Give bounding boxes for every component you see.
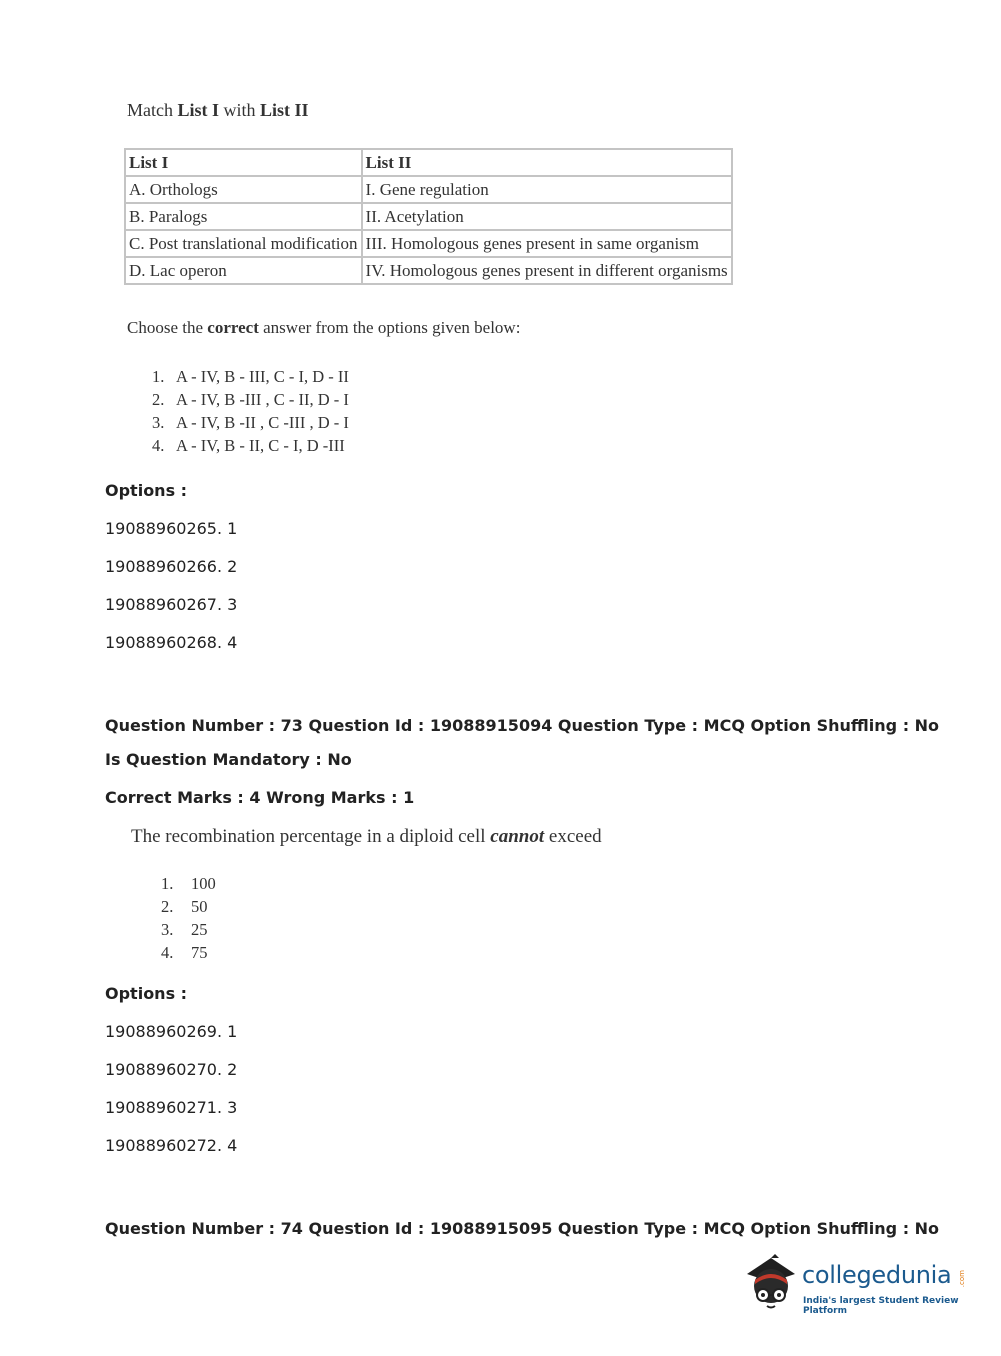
table-cell: IV. Homologous genes present in different organisms bbox=[362, 257, 732, 284]
question-stem: Match List I with List II bbox=[127, 100, 309, 120]
table-row bbox=[125, 203, 732, 230]
options-heading: Options : bbox=[105, 481, 188, 500]
question-marks: Correct Marks : 4 Wrong Marks : 1 bbox=[105, 788, 415, 807]
question-mandatory: Is Question Mandatory : No bbox=[105, 750, 352, 769]
options-heading: Options : bbox=[105, 984, 188, 1003]
question-stem: The recombination percentage in a diploid cell cannot exceed bbox=[131, 826, 602, 847]
table-cell: II. Acetylation bbox=[362, 203, 732, 230]
option-item: 19088960266. 2 bbox=[105, 557, 238, 576]
table-header-cell: List II bbox=[362, 149, 732, 176]
option-item: 19088960272. 4 bbox=[105, 1136, 238, 1155]
logo-wordmark: collegedunia bbox=[802, 1261, 952, 1289]
collegedunia-mascot-icon bbox=[741, 1250, 801, 1320]
list-item: 1. A - IV, B - III, C - I, D - II bbox=[152, 367, 349, 386]
logo-tagline: India's largest Student Review Platform bbox=[803, 1296, 959, 1316]
list-item: 4. 75 bbox=[161, 943, 208, 962]
match-table bbox=[124, 148, 733, 285]
table-cell: III. Homologous genes present in same organism bbox=[362, 230, 732, 257]
table-cell: C. Post translational modification bbox=[125, 230, 362, 257]
list-item: 3. A - IV, B -II , C -III , D - I bbox=[152, 413, 349, 432]
table-cell: I. Gene regulation bbox=[362, 176, 732, 203]
answer-list bbox=[161, 872, 216, 964]
list-item: 1. 100 bbox=[161, 874, 216, 893]
table-row bbox=[125, 257, 732, 284]
instruction-text: Choose the correct answer from the options given below: bbox=[127, 318, 521, 337]
list-item: 4. A - IV, B - II, C - I, D -III bbox=[152, 436, 345, 455]
table-cell: B. Paralogs bbox=[125, 203, 362, 230]
option-item: 19088960268. 4 bbox=[105, 633, 238, 652]
table-header-cell: List I bbox=[125, 149, 362, 176]
table-cell: D. Lac operon bbox=[125, 257, 362, 284]
option-item: 19088960270. 2 bbox=[105, 1060, 238, 1079]
table-row bbox=[125, 176, 732, 203]
table-row bbox=[125, 230, 732, 257]
option-item: 19088960265. 1 bbox=[105, 519, 238, 538]
logo-suffix: .com bbox=[958, 1270, 966, 1288]
list-item: 2. A - IV, B -III , C - II, D - I bbox=[152, 390, 349, 409]
option-item: 19088960269. 1 bbox=[105, 1022, 238, 1041]
question-header: Question Number : 74 Question Id : 19088915095 Question Type : MCQ Option Shuffling : No bbox=[105, 1219, 940, 1238]
answer-list bbox=[152, 365, 349, 457]
table-header-row bbox=[125, 149, 732, 176]
list-item: 3. 25 bbox=[161, 920, 208, 939]
table-cell: A. Orthologs bbox=[125, 176, 362, 203]
option-item: 19088960271. 3 bbox=[105, 1098, 238, 1117]
list-item: 2. 50 bbox=[161, 897, 208, 916]
option-item: 19088960267. 3 bbox=[105, 595, 238, 614]
question-header: Question Number : 73 Question Id : 19088915094 Question Type : MCQ Option Shuffling : No bbox=[105, 716, 940, 735]
